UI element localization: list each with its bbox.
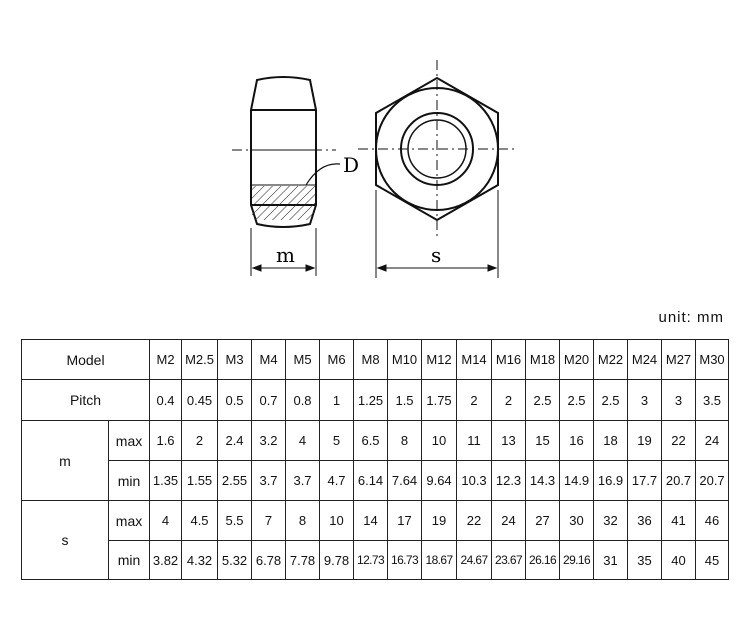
m-max-row: [22, 421, 729, 461]
pitch-cell: 1.5: [388, 380, 422, 421]
model-cell: M30: [696, 340, 729, 380]
m-min-cell: 16.9: [594, 461, 628, 501]
s-max-cell: 32: [594, 501, 628, 541]
s-header: s: [22, 501, 109, 580]
m-min-cell: 17.7: [628, 461, 662, 501]
m-max-cell: 16: [560, 421, 594, 461]
m-min-cell: 10.3: [457, 461, 492, 501]
s-min-cell: 6.78: [252, 541, 286, 580]
pitch-header: Pitch: [22, 380, 150, 421]
pitch-cell: 2: [492, 380, 526, 421]
m-min-cell: 14.9: [560, 461, 594, 501]
model-header: Model: [22, 340, 150, 380]
pitch-cell: 0.4: [150, 380, 182, 421]
s-min-cell: 24.67: [457, 541, 492, 580]
s-min-cell: 45: [696, 541, 729, 580]
m-min-cell: 20.7: [662, 461, 696, 501]
m-min-cell: 3.7: [252, 461, 286, 501]
s-max-row: [22, 501, 729, 541]
m-max-cell: 1.6: [150, 421, 182, 461]
pitch-cell: 2.5: [594, 380, 628, 421]
m-min-cell: 12.3: [492, 461, 526, 501]
pitch-cell: 0.8: [286, 380, 320, 421]
pitch-cell: 2.5: [560, 380, 594, 421]
m-max-cell: 2.4: [218, 421, 252, 461]
thread-label: D: [343, 153, 360, 177]
s-min-cell: 16.73: [388, 541, 422, 580]
m-max-cell: 13: [492, 421, 526, 461]
s-min-cell: 35: [628, 541, 662, 580]
model-cell: M8: [354, 340, 388, 380]
m-max-cell: 4: [286, 421, 320, 461]
s-min-cell: 9.78: [320, 541, 354, 580]
model-cell: M18: [526, 340, 560, 380]
model-cell: M4: [252, 340, 286, 380]
m-min-row: [22, 461, 729, 501]
s-max-cell: 19: [422, 501, 457, 541]
s-min-cell: 40: [662, 541, 696, 580]
s-min-cell: 18.67: [422, 541, 457, 580]
m-max-cell: 3.2: [252, 421, 286, 461]
max-label: max: [109, 501, 150, 541]
s-max-cell: 14: [354, 501, 388, 541]
thread-section-hatching: [252, 186, 315, 220]
pitch-row: [22, 380, 729, 421]
m-min-cell: 7.64: [388, 461, 422, 501]
m-max-cell: 19: [628, 421, 662, 461]
nut-spec-table: [21, 339, 729, 580]
model-cell: M14: [457, 340, 492, 380]
s-max-cell: 5.5: [218, 501, 252, 541]
m-max-cell: 5: [320, 421, 354, 461]
m-max-cell: 11: [457, 421, 492, 461]
m-min-cell: 1.35: [150, 461, 182, 501]
s-max-cell: 27: [526, 501, 560, 541]
model-cell: M12: [422, 340, 457, 380]
s-min-cell: 23.67: [492, 541, 526, 580]
pitch-cell: 1.75: [422, 380, 457, 421]
pitch-cell: 3.5: [696, 380, 729, 421]
pitch-cell: 2: [457, 380, 492, 421]
s-min-cell: 12.73: [354, 541, 388, 580]
m-dimension-label: m: [276, 243, 295, 267]
model-cell: M27: [662, 340, 696, 380]
model-cell: M5: [286, 340, 320, 380]
s-max-cell: 10: [320, 501, 354, 541]
m-max-cell: 22: [662, 421, 696, 461]
model-cell: M24: [628, 340, 662, 380]
m-min-cell: 6.14: [354, 461, 388, 501]
model-cell: M2.5: [182, 340, 218, 380]
front-centerlines: [358, 60, 518, 238]
s-min-row: [22, 541, 729, 580]
m-max-cell: 18: [594, 421, 628, 461]
pitch-cell: 0.5: [218, 380, 252, 421]
m-min-cell: 4.7: [320, 461, 354, 501]
m-min-cell: 14.3: [526, 461, 560, 501]
pitch-cell: 1: [320, 380, 354, 421]
s-min-cell: 5.32: [218, 541, 252, 580]
s-min-cell: 26.16: [526, 541, 560, 580]
m-header: m: [22, 421, 109, 501]
s-max-cell: 17: [388, 501, 422, 541]
pitch-cell: 3: [662, 380, 696, 421]
m-max-cell: 8: [388, 421, 422, 461]
m-max-cell: 24: [696, 421, 729, 461]
hex-nut-technical-drawing: [0, 0, 750, 310]
s-max-cell: 22: [457, 501, 492, 541]
m-min-cell: 9.64: [422, 461, 457, 501]
m-min-cell: 3.7: [286, 461, 320, 501]
s-max-cell: 36: [628, 501, 662, 541]
pitch-cell: 2.5: [526, 380, 560, 421]
s-min-cell: 31: [594, 541, 628, 580]
s-max-cell: 4: [150, 501, 182, 541]
m-min-cell: 1.55: [182, 461, 218, 501]
s-min-cell: 3.82: [150, 541, 182, 580]
m-min-cell: 2.55: [218, 461, 252, 501]
pitch-cell: 1.25: [354, 380, 388, 421]
max-label: max: [109, 421, 150, 461]
min-label: min: [109, 461, 150, 501]
model-row: [22, 340, 729, 380]
model-cell: M22: [594, 340, 628, 380]
thread-leader-line: [306, 164, 340, 185]
s-max-cell: 41: [662, 501, 696, 541]
s-max-cell: 46: [696, 501, 729, 541]
model-cell: M2: [150, 340, 182, 380]
s-max-cell: 8: [286, 501, 320, 541]
s-max-cell: 24: [492, 501, 526, 541]
pitch-cell: 0.7: [252, 380, 286, 421]
model-cell: M16: [492, 340, 526, 380]
min-label: min: [109, 541, 150, 580]
s-max-cell: 7: [252, 501, 286, 541]
model-cell: M3: [218, 340, 252, 380]
m-max-cell: 2: [182, 421, 218, 461]
m-max-cell: 10: [422, 421, 457, 461]
s-max-cell: 4.5: [182, 501, 218, 541]
s-max-cell: 30: [560, 501, 594, 541]
pitch-cell: 0.45: [182, 380, 218, 421]
m-max-cell: 15: [526, 421, 560, 461]
model-cell: M10: [388, 340, 422, 380]
model-cell: M6: [320, 340, 354, 380]
m-max-cell: 6.5: [354, 421, 388, 461]
s-min-cell: 4.32: [182, 541, 218, 580]
model-cell: M20: [560, 340, 594, 380]
s-min-cell: 29.16: [560, 541, 594, 580]
s-min-cell: 7.78: [286, 541, 320, 580]
pitch-cell: 3: [628, 380, 662, 421]
m-min-cell: 20.7: [696, 461, 729, 501]
s-dimension-label: s: [431, 243, 442, 267]
unit-label: unit: mm: [658, 309, 724, 326]
